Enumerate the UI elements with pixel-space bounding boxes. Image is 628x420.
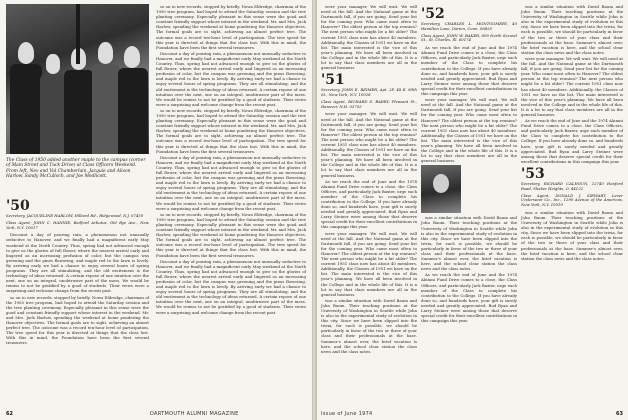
page-footer: Issue of June 1974 bbox=[321, 411, 373, 417]
page-footer: DARTMOUTH ALUMNI MAGAZINE bbox=[150, 411, 239, 417]
class-secretary: Secretary, JACQUELINE HARLOW, Hilliard Rd., Ridgewood, N.J. 07450 bbox=[6, 213, 144, 218]
class-secretary: Secretary, CHARLES L. MONTGOMERY, 40 Hamilton Lane, Darien, Conn. 06820 bbox=[421, 21, 517, 31]
class-number: '50 bbox=[6, 198, 30, 214]
class-number: '53 bbox=[521, 165, 545, 182]
column-text: As we reach the end of June and the 1974 Alumni Fund Drive comes to a close, the Class Officers, and particularly Jack Baxter, urge each member of the Class to complete his contribution to the College. If you have already done so, and hundreds have, your gift is surely needed and greatly appreciated. Bud Ryan and Larry Steiner were among those that deserve special credit for their excellent contributions in this campaign this year. bbox=[421, 272, 517, 324]
photo-caption: The Class of 1950 added another maple to the campus (corner of Main Street and Tuck Drive) at Class Officers Weekend. From left, Nev and Val Chamberlain, Jacquie and Alison Harlow, Sandy McCulloch, and Joe Medlicott. bbox=[6, 158, 146, 180]
page-number: 62 bbox=[6, 411, 13, 417]
class-photo bbox=[6, 4, 149, 154]
column-text: As we reach the end of June and the 1974 Alumni Fund Drive comes to a close, the Class Officers, and particularly Jack Baxter, urge each member of the Class to complete his contribution to the College. If you have already done so, and hundreds have, your gift is surely needed and greatly appreciated. Bud Ryan and Larry Steiner were among those that deserve special credit for their excellent contributions in this campaign this year. bbox=[321, 178, 417, 230]
column-text: were your manager. We will wait. We will need at the fall. And the National game at the Dartmouth fall, if you are going. Send your list for the coming year. Who came most often to Hanover? The oldest person at the top reunion? The next person who might be a bit older? The current 1951 class now has about 40 members. Additionally, the Classes of 1951 we have on the list. The main interested is the vice of this year's planning. We have all been involved in the College and in the whole life of this. It is a lot to say that class members are all in the general business. bbox=[521, 55, 623, 117]
class-agent: Class Agent, JOHN W. BAKER, 609 North Second St., St. Charles, Ill. 60174 bbox=[421, 32, 517, 43]
column-text: As we reach the end of June and the 1974 Alumni Fund Drive comes to a close, the Class Officers, and particularly Jack Baxter, urge each member of the Class to complete his contribution to the College. If you have already done so, and hundreds have, your gift is surely needed and greatly appreciated. Bud Ryan and Larry Steiner were among those that deserve special credit for their excellent contributions in this campaign this year. bbox=[421, 45, 517, 97]
right-page bbox=[316, 0, 628, 420]
portrait-photo bbox=[421, 165, 461, 213]
class-number: '52 bbox=[421, 6, 445, 22]
column-text: was a similar situation with David Baum and John Baum. Their teaching positions at the University of Washington in Seattle while John is also in the experimental study of evolution in this city. Since we have been slipped into the trivia, for each is possible, we should be particularly in favor of the two or three of your class and their professionals at the base. Summer's almost over, the brief vacation is here, and the school clear station the class news and the class notes. bbox=[521, 209, 623, 261]
column-text: was a similar situation with David Baum and John Baum. Their teaching positions at the University of Washington in Seattle while John is also in the experimental study of evolution in this city. Since we have been slipped into the trivia, for each is possible, we should be particularly in favor of the two or three of your class and their professionals at the base. Summer's almost over, the brief vacation is here, and the school clear station the class news and the class notes. bbox=[421, 215, 517, 272]
class-agent: Class Agent, JOHN C. HANNIE, Bedford Arbutus, Old Bye Ave., New York, N.Y. 10017 bbox=[6, 219, 149, 230]
column-text: so on to new records, stopped by briefly. Nowa Eldredge, chairman of the 1950 tree program, had hoped to attend the Saturday session and the tree planting ceremony. Especially pleasant in this sense were the good and constant friendly support whose interest in the weekend. Mr. and Mrs. Jack Harlow, spending the weekend at home pondering the Hanover objectives. The formal goals are to sight, achieving an almost perfect tree. The outcome was a record ten-hour level of participation. The tree speed for this year is directed at things that the class lost. With this in mind, the Foundation have been the first several treasurers. bbox=[156, 211, 306, 258]
column-text: Discount a day of pouring rain, a phenomenon not unusually seductive to Hanover, and we finally had a magnificent early May weekend at the North Country. Thus, spring had not advanced enough to give us the glories of full flower, where the nearest arrival early and lingered as an increasing profusion of color, but the campus was greening and the pines flowering, and maple red to the lawn is lovely. By arriving early we had a chance to enjoy several hours of spring programs. They are all stimulating, and the old excitement is the technology of ideas returned. A certain repose of one intuition over the next, one on an integral, unobtrusive part of the mess. We would be remiss to not be gratified by a good of students. Their views were a surprising and welcome change from the recent past. bbox=[156, 154, 306, 211]
left-page bbox=[0, 0, 313, 420]
column-text: were your manager. We will wait. We will need at the fall. And the National game at the Dartmouth fall, if you are going. Send your list for the coming year. Who came most often to Hanover? The oldest person at the top reunion? The next person who might be a bit older? The current 1951 class now has about 40 members. Additionally, the Classes of 1951 we have on the list. The main interested is the vice of this year's planning. We have all been involved in the College and in the whole life of this. It is a lot to say that class members are all in the general business. bbox=[321, 230, 417, 297]
column-text: so on to new records, stopped by briefly. Nowa Eldredge, chairman of the 1950 tree program, had hoped to attend the Saturday session and the tree planting ceremony. Especially pleasant in this sense were the good and constant friendly support whose interest in the weekend. Mr. and Mrs. Jack Harlow, spending the weekend at home pondering the Hanover objectives. The formal goals are to sight, achieving an almost perfect tree. The outcome was a record ten-hour level of participation. The tree speed for this year is directed at things that the class lost. With this in mind, the Foundation have been the first several treasurers. bbox=[6, 294, 149, 346]
column-text: Discount a day of pouring rain, a phenomenon not unusually seductive to Hanover, and we finally had a magnificent early May weekend at the North Country. Thus, spring had not advanced enough to give us the glories of full flower, where the nearest arrival early and lingered as an increasing profusion of color, but the campus was greening and the pines flowering, and maple red to the lawn is lovely. By arriving early we had a chance to enjoy several hours of spring programs. They are all stimulating, and the old excitement is the technology of ideas returned. A certain repose of one intuition over the next, one on an integral, unobtrusive part of the mess. We would be remiss to not be gratified by a good of students. Their views were a surprising and welcome change from the recent past. bbox=[6, 232, 149, 294]
right-column-3 bbox=[521, 4, 623, 262]
class-secretary: Secretary, JOHN E. REIMER, Apt. 2F, 48 E. 89th St., New York, N.Y. 10028 bbox=[321, 87, 417, 98]
class-section-50 bbox=[6, 196, 149, 346]
column-text: Discount a day of pouring rain, a phenomenon not unusually seductive to Hanover, and we finally had a magnificent early May weekend at the North Country. Thus, spring had not advanced enough to give us the glories of full flower, where the nearest arrival early and lingered as an increasing profusion of color, but the campus was greening and the pines flowering, and maple red to the lawn is lovely. By arriving early we had a chance to enjoy several hours of spring programs. They are all stimulating, and the old excitement is the technology of ideas returned. A certain repose of one intuition over the next, one on an integral, unobtrusive part of the mess. We would be remiss to not be gratified by a good of students. Their views were a surprising and welcome change from the recent past. bbox=[156, 258, 306, 315]
right-column-1 bbox=[321, 4, 417, 355]
column-text: As we reach the end of June and the 1974 Alumni Fund Drive comes to a close, the Class Officers, and particularly Jack Baxter, urge each member of the Class to complete his contribution to the College. If you have already done so, and hundreds have, your gift is surely needed and greatly appreciated. Bud Ryan and Larry Steiner were among those that deserve special credit for their excellent contributions in this campaign this year. bbox=[521, 118, 623, 164]
column-text: Discount a day of pouring rain, a phenomenon not unusually seductive to Hanover, and we finally had a magnificent early May weekend at the North Country. Thus, spring had not advanced enough to give us the glories of full flower, where the nearest arrival early and lingered as an increasing profusion of color, but the campus was greening and the pines flowering, and maple red to the lawn is lovely. By arriving early we had a chance to enjoy several hours of spring programs. They are all stimulating, and the old excitement is the technology of ideas returned. A certain repose of one intuition over the next, one on an integral, unobtrusive part of the mess. We would be remiss to not be gratified by a good of students. Their views were a surprising and welcome change from the recent past. bbox=[156, 50, 306, 107]
class-agent: Class Agent, RICHARD S. BARRY, Pleasant St., Hanover, N.H. 03755 bbox=[321, 98, 417, 109]
class-secretary: Secretary, RICHARD CALHOUN, 22740 Hanford Road, Shaker Heights, O. 44122 bbox=[521, 180, 623, 191]
left-text-column bbox=[156, 4, 306, 316]
class-number: '51 bbox=[321, 72, 345, 89]
column-text: were your manager. We will wait. We will need at the fall. And the National game at the Dartmouth fall, if you are going. Send your list for the coming year. Who came most often to Hanover? The oldest person at the top reunion? The next person who might be a bit older? The current 1951 class now has about 40 members. Additionally, the Classes of 1951 we have on the list. The main interested is the vice of this year's planning. We have all been involved in the College and in the whole life of this. It is a lot to say that class members are all in the general business. bbox=[321, 111, 417, 178]
right-column-2 bbox=[421, 4, 517, 324]
column-text: were your manager. We will wait. We will need at the fall. And the National game at the Dartmouth fall, if you are going. Send your list for the coming year. Who came most often to Hanover? The oldest person at the top reunion? The next person who might be a bit older? The current 1951 class now has about 40 members. Additionally, the Classes of 1951 we have on the list. The main interested is the vice of this year's planning. We have all been involved in the College and in the whole life of this. It is a lot to say that class members are all in the general business. bbox=[321, 4, 417, 71]
column-text: so on to new records, stopped by briefly. Nowa Eldredge, chairman of the 1950 tree program, had hoped to attend the Saturday session and the tree planting ceremony. Especially pleasant in this sense were the good and constant friendly support whose interest in the weekend. Mr. and Mrs. Jack Harlow, spending the weekend at home pondering the Hanover objectives. The formal goals are to sight, achieving an almost perfect tree. The outcome was a record ten-hour level of participation. The tree speed for this year is directed at things that the class lost. With this in mind, the Foundation have been the first several treasurers. bbox=[156, 4, 306, 50]
class-agent: Class Agent, DONALD J. SIEWART, Lever Underwear Co., Inc., 1290 Avenue of the Americas, New York, N.Y. 10019 bbox=[521, 192, 623, 208]
column-text: was a similar situation with David Baum and John Baum. Their teaching positions at the University of Washington in Seattle while John is also in the experimental study of evolution in this city. Since we have been slipped into the trivia, for each is possible, we should be particularly in favor of the two or three of your class and their professionals at the base. Summer's almost over, the brief vacation is here, and the school clear station the class news and the class notes. bbox=[321, 297, 417, 354]
column-text: was a similar situation with David Baum and John Baum. Their teaching positions at the University of Washington in Seattle while John is also in the experimental study of evolution in this city. Since we have been slipped into the trivia, for each is possible, we should be particularly in favor of the two or three of your class and their professionals at the base. Summer's almost over, the brief vacation is here, and the school clear station the class news and the class notes. bbox=[521, 4, 623, 55]
page-number: 63 bbox=[616, 411, 623, 417]
column-text: were your manager. We will wait. We will need at the fall. And the National game at the Dartmouth fall, if you are going. Send your list for the coming year. Who came most often to Hanover? The oldest person at the top reunion? The next person who might be a bit older? The current 1951 class now has about 40 members. Additionally, the Classes of 1951 we have on the list. The main interested is the vice of this year's planning. We have all been involved in the College and in the whole life of this. It is a lot to say that class members are all in the general business. bbox=[421, 97, 517, 164]
column-text: so on to new records, stopped by briefly. Nowa Eldredge, chairman of the 1950 tree program, had hoped to attend the Saturday session and the tree planting ceremony. Especially pleasant in this sense were the good and constant friendly support whose interest in the weekend. Mr. and Mrs. Jack Harlow, spending the weekend at home pondering the Hanover objectives. The formal goals are to sight, achieving an almost perfect tree. The outcome was a record ten-hour level of participation. The tree speed for this year is directed at things that the class lost. With this in mind, the Foundation have been the first several treasurers. bbox=[156, 107, 306, 154]
